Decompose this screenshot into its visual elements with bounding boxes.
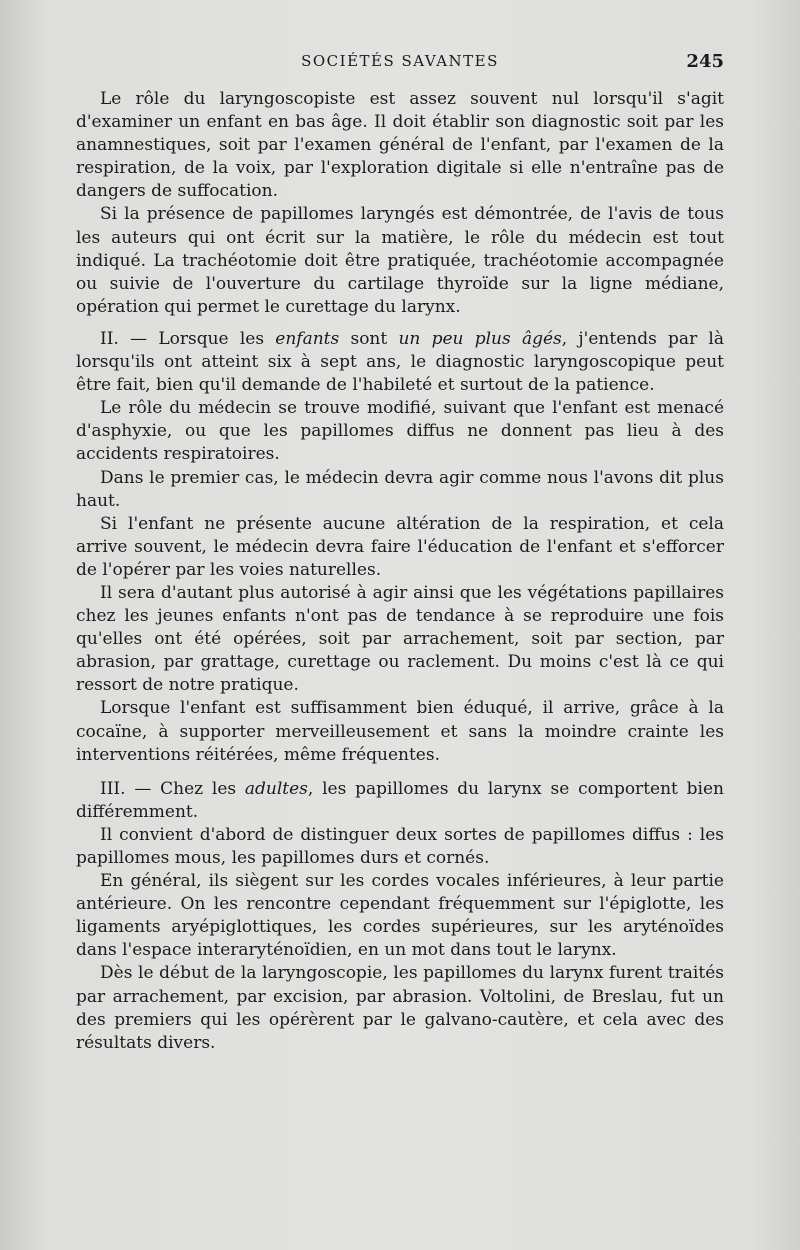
running-head bbox=[76, 52, 724, 78]
paragraph: Il sera d'autant plus autorisé à agir ainsi que les végétations papillaires chez les jeunes enfants n'ont pas de tendance à se reproduire une fois qu'elles ont été opérées, soit par arrachement, soit par section, par abrasion, par grattage, curettage ou raclement. Du moins c'est là ce qui ressort de notre pratique. bbox=[76, 582, 724, 696]
paragraph-section-iii bbox=[76, 778, 724, 824]
emphasis: enfants bbox=[275, 328, 340, 349]
paragraph: Dès le début de la laryngoscopie, les papillomes du larynx furent traités par arrachement, par excision, par abrasion. Voltolini, de Breslau, fut un des premiers qui les opérèrent par le galvano-cautère, et cela avec des résultats divers. bbox=[76, 963, 724, 1053]
running-title: SOCIÉTÉS SAVANTES bbox=[301, 52, 499, 70]
body-text bbox=[76, 88, 724, 1055]
text-run: , les papillomes du larynx se comportent bien différemment. bbox=[76, 778, 724, 822]
emphasis: adultes bbox=[244, 778, 308, 799]
paragraph: Si l'enfant ne présente aucune altération de la respiration, et cela arrive souvent, le médecin devra faire l'éducation de l'enfant et s'efforcer de l'opérer par les voies naturelles. bbox=[76, 513, 724, 580]
paragraph: Si la présence de papillomes laryngés est démontrée, de l'avis de tous les auteurs qui ont écrit sur la matière, le rôle du médecin est tout indiqué. La trachéotomie doit être pratiquée, trachéotomie accompagnée ou suivie de l'ouverture du cartilage thyroïde sur la ligne médiane, opération qui permet le curettage du larynx. bbox=[76, 204, 724, 317]
paragraph: En général, ils siègent sur les cordes vocales inférieures, à leur partie antérieure. On les rencontre cependant fréquemment sur l'épiglotte, les ligaments aryépiglottiques, les cordes supérieures, sur les aryténoïdes dans l'espace interaryténoïdien, en un mot dans tout le larynx. bbox=[76, 871, 724, 961]
paragraph: Le rôle du médecin se trouve modifié, suivant que l'enfant est menacé d'asphyxie, ou que les papillomes diffus ne donnent pas lieu à des accidents respiratoires. bbox=[76, 398, 724, 465]
section-lead: III. — Chez les bbox=[100, 778, 245, 799]
text-run: , j'entends par là lorsqu'ils ont atteint six à sept ans, le diagnostic laryngoscopique peut être fait, bien qu'il demande de l'habileté et surtout de la patience. bbox=[76, 328, 725, 396]
paragraph-section-ii bbox=[76, 328, 724, 397]
paragraph: Il convient d'abord de distinguer deux sortes de papillomes diffus : les papillomes mous, les papillomes durs et cornés. bbox=[76, 824, 724, 868]
paragraph: Lorsque l'enfant est suffisamment bien éduqué, il arrive, grâce à la cocaïne, à supporter merveilleusement et sans la moindre crainte les interventions réitérées, même fréquentes. bbox=[76, 698, 724, 765]
emphasis: un peu plus âgés bbox=[398, 328, 562, 349]
section-lead: II. — Lorsque les bbox=[100, 328, 276, 349]
paragraph: Le rôle du laryngoscopiste est assez souvent nul lorsqu'il s'agit d'examiner un enfant en bas âge. Il doit établir son diagnostic soit par les anamnestiques, soit par l'examen général de l'enfant, par l'examen de la respiration, de la voix, par l'exploration digitale si elle n'entraîne pas de dangers de suffocation. bbox=[76, 89, 724, 202]
paragraph: Dans le premier cas, le médecin devra agir comme nous l'avons dit plus haut. bbox=[76, 467, 724, 511]
text-run: sont bbox=[339, 328, 399, 349]
page-number: 245 bbox=[686, 51, 724, 72]
